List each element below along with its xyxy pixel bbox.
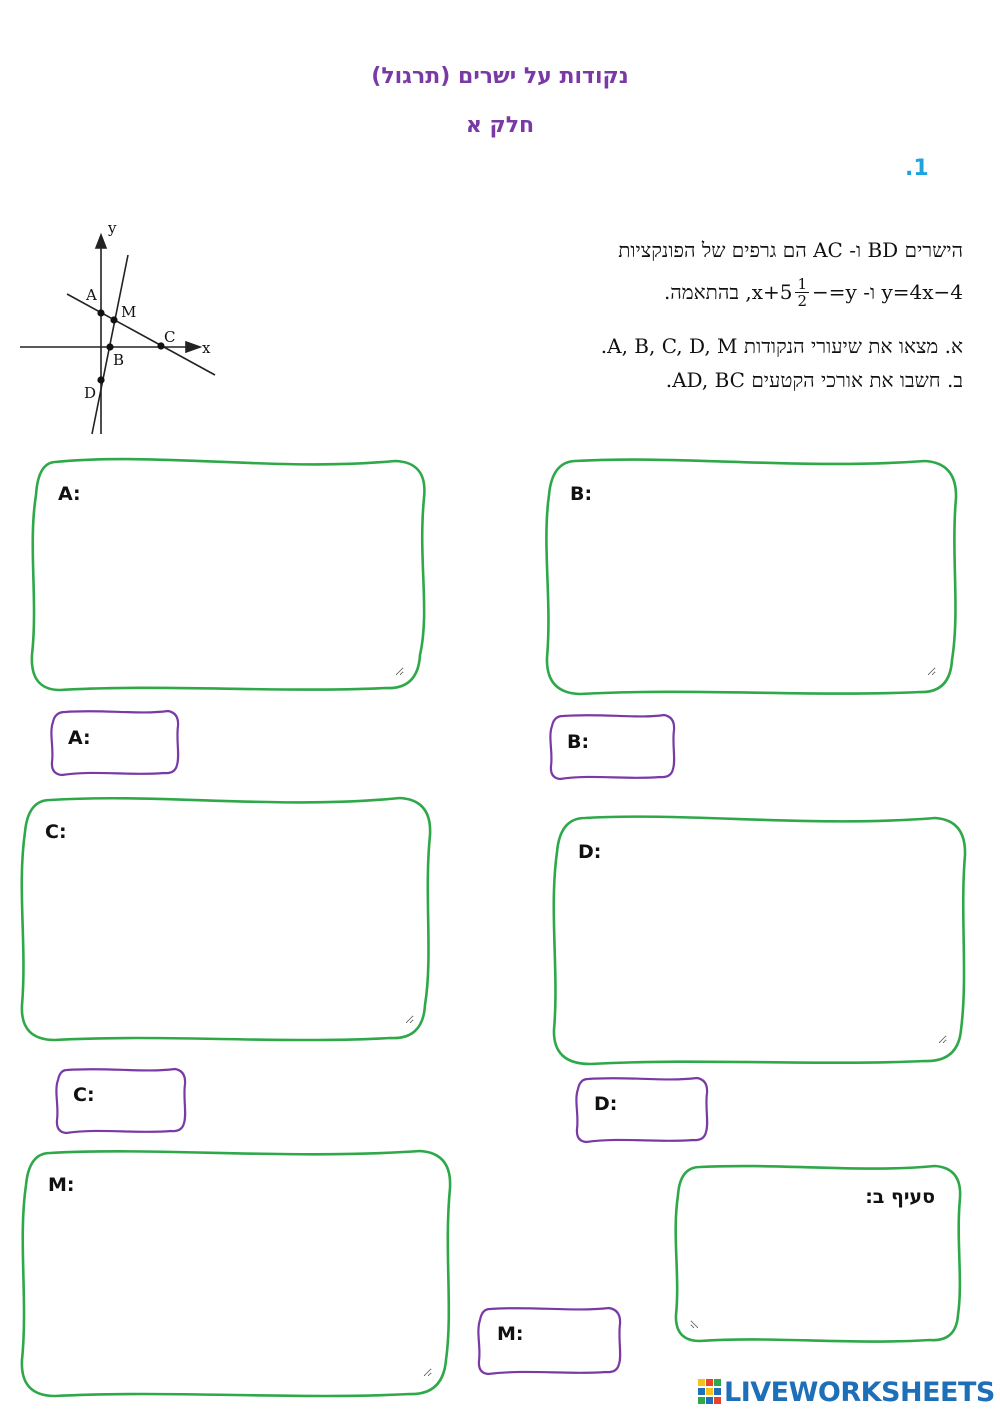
fraction-denominator: 2 bbox=[797, 292, 808, 310]
work-box-d-input[interactable] bbox=[578, 870, 947, 1044]
work-box-b-input[interactable] bbox=[572, 512, 936, 676]
problem-part-a: א. מצאו את שיעורי הנקודות A, B, C, D, M. bbox=[600, 334, 963, 358]
liveworksheets-logo-text: LIVEWORKSHEETS bbox=[724, 1376, 995, 1408]
answer-box-d-input[interactable] bbox=[622, 1091, 701, 1121]
work-box-b-label: B: bbox=[570, 483, 593, 505]
answer-box-b-input[interactable] bbox=[595, 729, 669, 759]
answer-box-c-label: C: bbox=[73, 1084, 95, 1106]
liveworksheets-logo-icon bbox=[698, 1379, 722, 1405]
work-box-a-label: A: bbox=[58, 483, 81, 505]
work-box-a-input[interactable] bbox=[60, 512, 404, 676]
label-x-axis: x bbox=[202, 339, 211, 357]
worksheet-subtitle: חלק א bbox=[465, 113, 535, 138]
problem-part-b: ב. חשבו את אורכי הקטעים AD, BC. bbox=[665, 368, 963, 392]
label-m: M bbox=[121, 303, 137, 321]
problem-line-2-prefix: y=4x−4 ו- y=− bbox=[812, 280, 963, 304]
work-box-d-label: D: bbox=[578, 841, 602, 863]
answer-box-a-label: A: bbox=[68, 727, 91, 749]
answer-box-b-label: B: bbox=[567, 731, 590, 753]
label-a: A bbox=[86, 286, 97, 304]
label-b: B bbox=[113, 351, 125, 369]
work-box-c-input[interactable] bbox=[45, 850, 414, 1024]
problem-line-1: הישרים BD ו- AC הם גרפים של הפונקציות bbox=[618, 238, 963, 262]
answer-box-c-input[interactable] bbox=[100, 1082, 179, 1112]
work-box-m-input[interactable] bbox=[48, 1203, 432, 1377]
part-b-box-label: סעיף ב: bbox=[865, 1186, 935, 1208]
answer-box-a-input[interactable] bbox=[98, 725, 172, 755]
answer-box-m-input[interactable] bbox=[530, 1321, 614, 1351]
label-c: C bbox=[164, 328, 176, 346]
label-d: D bbox=[84, 384, 97, 402]
problem-line-2-suffix: x+5, בהתאמה. bbox=[663, 280, 793, 304]
answer-box-m-label: M: bbox=[497, 1323, 524, 1345]
fraction-numerator: 1 bbox=[797, 275, 808, 293]
worksheet-title: נקודות על ישרים (תרגול) bbox=[371, 64, 629, 89]
work-box-m-label: M: bbox=[48, 1174, 75, 1196]
question-number: .1 bbox=[905, 156, 929, 181]
answer-box-d-label: D: bbox=[594, 1093, 618, 1115]
liveworksheets-logo bbox=[698, 1376, 995, 1408]
work-box-c-label: C: bbox=[45, 821, 67, 843]
part-b-input[interactable] bbox=[690, 1215, 944, 1329]
label-y-axis: y bbox=[108, 219, 117, 237]
